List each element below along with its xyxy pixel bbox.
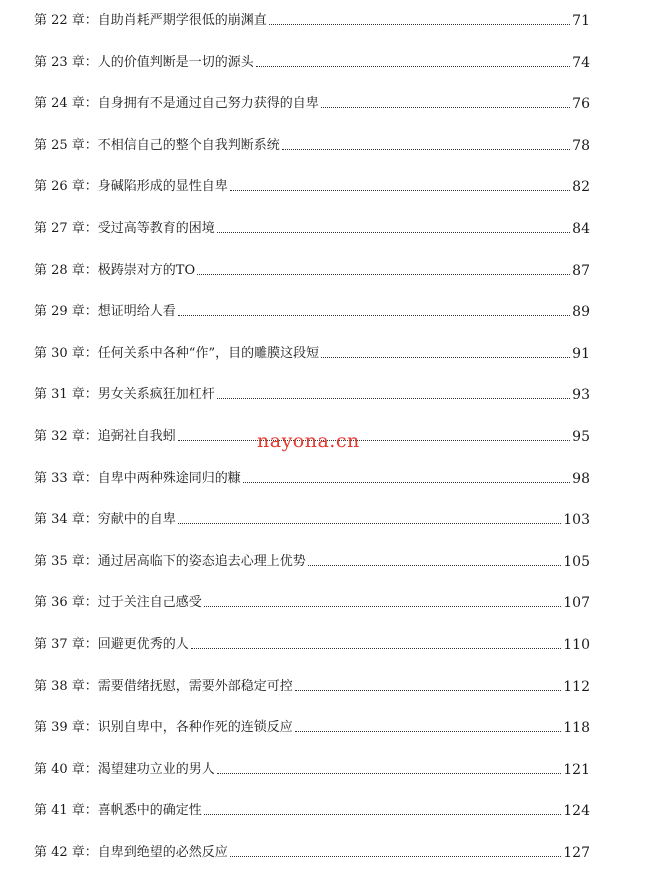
dot-leader	[308, 564, 561, 566]
toc-entry-title: 第 33 章：自卑中两种殊途同归的糠	[34, 470, 241, 486]
toc-entry-page: 84	[572, 221, 590, 237]
toc-entry[interactable]	[34, 49, 590, 71]
toc-entry-page: 89	[572, 304, 590, 321]
toc-entry-title: 第 26 章：身碱陷形成的显性自卑	[34, 179, 228, 195]
dot-leader	[204, 605, 561, 607]
toc-entry[interactable]	[34, 298, 590, 320]
toc-entry-page: 118	[563, 720, 590, 737]
toc-entry-page: 110	[563, 637, 590, 653]
dot-leader	[256, 65, 570, 67]
toc-entry-title: 第 27 章：受过高等教育的困境	[34, 221, 215, 236]
toc-entry-page: 74	[572, 54, 590, 71]
toc-entry[interactable]	[34, 173, 590, 195]
dot-leader	[269, 23, 570, 25]
toc-entry[interactable]	[34, 90, 590, 112]
toc-entry-title: 第 24 章：自身拥有不是通过自己努力获得的自卑	[34, 96, 319, 112]
dot-leader	[178, 439, 570, 441]
toc-entry-page: 124	[563, 803, 590, 820]
toc-entry-title: 第 41 章：喜帆悉中的确定性	[34, 803, 202, 819]
dot-leader	[178, 314, 570, 316]
toc-entry-page: 87	[572, 262, 590, 279]
dot-leader	[217, 231, 570, 233]
toc-entry[interactable]	[34, 506, 590, 528]
dot-leader	[230, 855, 561, 857]
dot-leader	[178, 522, 561, 524]
toc-entry-page: 82	[572, 179, 590, 196]
toc-entry-page: 98	[572, 470, 590, 487]
toc-entry[interactable]	[34, 381, 590, 403]
toc-entry[interactable]	[34, 797, 590, 819]
toc-entry-page: 107	[563, 595, 590, 612]
toc-entry-title: 第 36 章：过于关注自己感受	[34, 595, 202, 611]
toc-entry-title: 第 31 章：男女关系疯狂加杠杆	[34, 387, 215, 403]
toc-entry-title: 第 32 章：追弼社自我蚓	[34, 429, 176, 444]
toc-entry-title: 第 37 章：回避更优秀的人	[34, 637, 189, 652]
toc-entry-page: 78	[572, 137, 590, 154]
dot-leader	[230, 189, 570, 191]
dot-leader	[295, 689, 561, 691]
toc-entry[interactable]	[34, 132, 590, 154]
toc-entry-page: 76	[572, 96, 590, 113]
toc-entry[interactable]	[34, 548, 590, 570]
toc-entry-page: 121	[563, 761, 590, 778]
dot-leader	[204, 813, 561, 815]
toc-entry[interactable]	[34, 673, 590, 695]
toc-entry-title: 第 30 章：任何关系中各种“作”，目的雕膜这段短	[34, 345, 320, 361]
toc-entry-title: 第 40 章：渴望建功立业的男人	[34, 761, 215, 777]
dot-leader	[282, 148, 570, 150]
toc-entry-page: 93	[572, 387, 590, 404]
toc-entry[interactable]	[34, 756, 590, 778]
toc-entry-title: 第 35 章：通过居高临下的姿态追去心理上优势	[34, 553, 306, 569]
dot-leader	[243, 481, 570, 483]
toc-entry[interactable]	[34, 215, 590, 237]
toc-entry-title: 第 34 章：穷献中的自卑	[34, 512, 176, 528]
dot-leader	[295, 730, 561, 732]
toc-entry-page: 112	[563, 678, 590, 695]
toc-entry-title: 第 29 章：想证明给人看	[34, 304, 176, 320]
toc-entry-page: 105	[563, 553, 590, 570]
toc-entry[interactable]	[34, 631, 590, 653]
toc-entry-page: 103	[563, 512, 590, 529]
toc-entry-page: 71	[572, 13, 590, 29]
toc-entry-title: 第 42 章：自卑到绝望的必然反应	[34, 845, 228, 860]
dot-leader	[217, 397, 570, 399]
dot-leader	[217, 772, 561, 774]
toc-entry[interactable]	[34, 589, 590, 611]
toc-entry-title: 第 22 章：自助肖耗严期学很低的崩渊直	[34, 13, 267, 28]
dot-leader	[321, 106, 570, 108]
toc-entry-page: 95	[572, 429, 590, 445]
toc-entry[interactable]	[34, 340, 590, 362]
toc-entry[interactable]	[34, 714, 590, 736]
toc-entry-title: 第 25 章：不相信自己的整个自我判断系统	[34, 137, 280, 153]
toc-entry[interactable]	[34, 839, 590, 861]
toc-entry-title: 第 23 章：人的价值判断是一切的源头	[34, 54, 254, 70]
toc-entry-page: 91	[572, 345, 590, 362]
toc-entry[interactable]	[34, 257, 590, 279]
toc-entry-title: 第 38 章：需要借绪抚慰，需要外部稳定可控	[34, 678, 293, 694]
toc-entry-title: 第 28 章：极踌崇对方的TO	[34, 262, 196, 278]
dot-leader	[321, 356, 570, 358]
dot-leader	[191, 647, 561, 649]
dot-leader	[197, 273, 570, 275]
toc-entry-title: 第 39 章：识别自卑中，各种作死的连锁反应	[34, 720, 293, 736]
toc-entry-page: 127	[563, 845, 590, 861]
watermark: nayona.cn	[257, 430, 360, 452]
toc-entry[interactable]	[34, 465, 590, 487]
toc-entry[interactable]	[34, 7, 590, 29]
